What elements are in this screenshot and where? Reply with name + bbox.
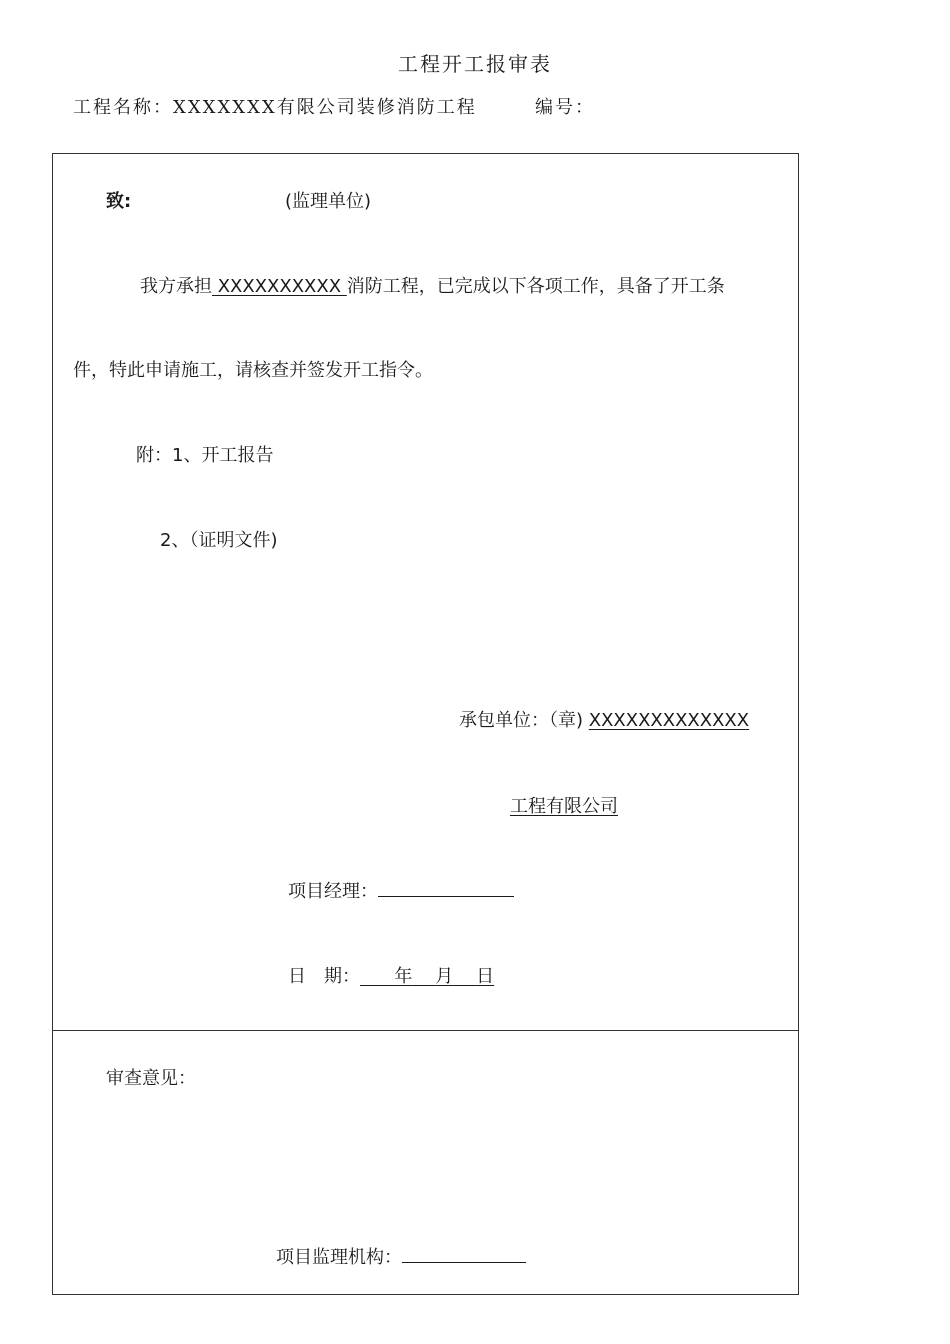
body-suffix: 消防工程，已完成以下各项工作，具备了开工条 [346, 276, 725, 297]
body-prefix: 我方承担 [140, 276, 212, 297]
date-day: 日 [476, 966, 495, 987]
contractor-name-2: 工程有限公司 [510, 796, 618, 817]
contractor-label: 承包单位：（章) [459, 710, 584, 731]
supervision-org-signature-blank[interactable] [402, 1244, 526, 1263]
project-name-line [73, 93, 477, 119]
application-body-line-1 [140, 272, 725, 298]
date-fields[interactable] [360, 966, 494, 987]
date-line [288, 962, 494, 988]
date-label: 日 期： [288, 966, 360, 987]
body-project-name: XXXXXXXXXX [212, 276, 347, 297]
application-body-line-2: 件，特此申请施工，请核查并签发开工指令。 [73, 360, 433, 381]
to-label: 致: [106, 191, 132, 212]
review-opinion-label: 审查意见： [106, 1068, 196, 1089]
project-name-value: XXXXXXX有限公司装修消防工程 [173, 97, 477, 118]
date-year: 年 [394, 966, 413, 987]
document-title: 工程开工报审表 [398, 52, 552, 76]
supervision-org-line [276, 1243, 526, 1269]
date-month: 月 [435, 966, 454, 987]
supervision-org-label: 项目监理机构： [276, 1247, 402, 1268]
project-manager-label: 项目经理： [288, 881, 378, 902]
supervisor-unit: (监理单位) [285, 191, 372, 212]
project-manager-signature-blank[interactable] [378, 878, 514, 897]
project-manager-line [288, 877, 514, 903]
attachment-1: 附：1、开工报告 [136, 445, 274, 466]
serial-number-label: 编号： [535, 97, 595, 118]
project-name-label: 工程名称： [73, 97, 173, 118]
contractor-name-1: XXXXXXXXXXXXX [588, 710, 750, 731]
section-divider [52, 1030, 799, 1031]
attachment-2: 2、（证明文件) [160, 530, 278, 551]
contractor-line [459, 706, 749, 732]
